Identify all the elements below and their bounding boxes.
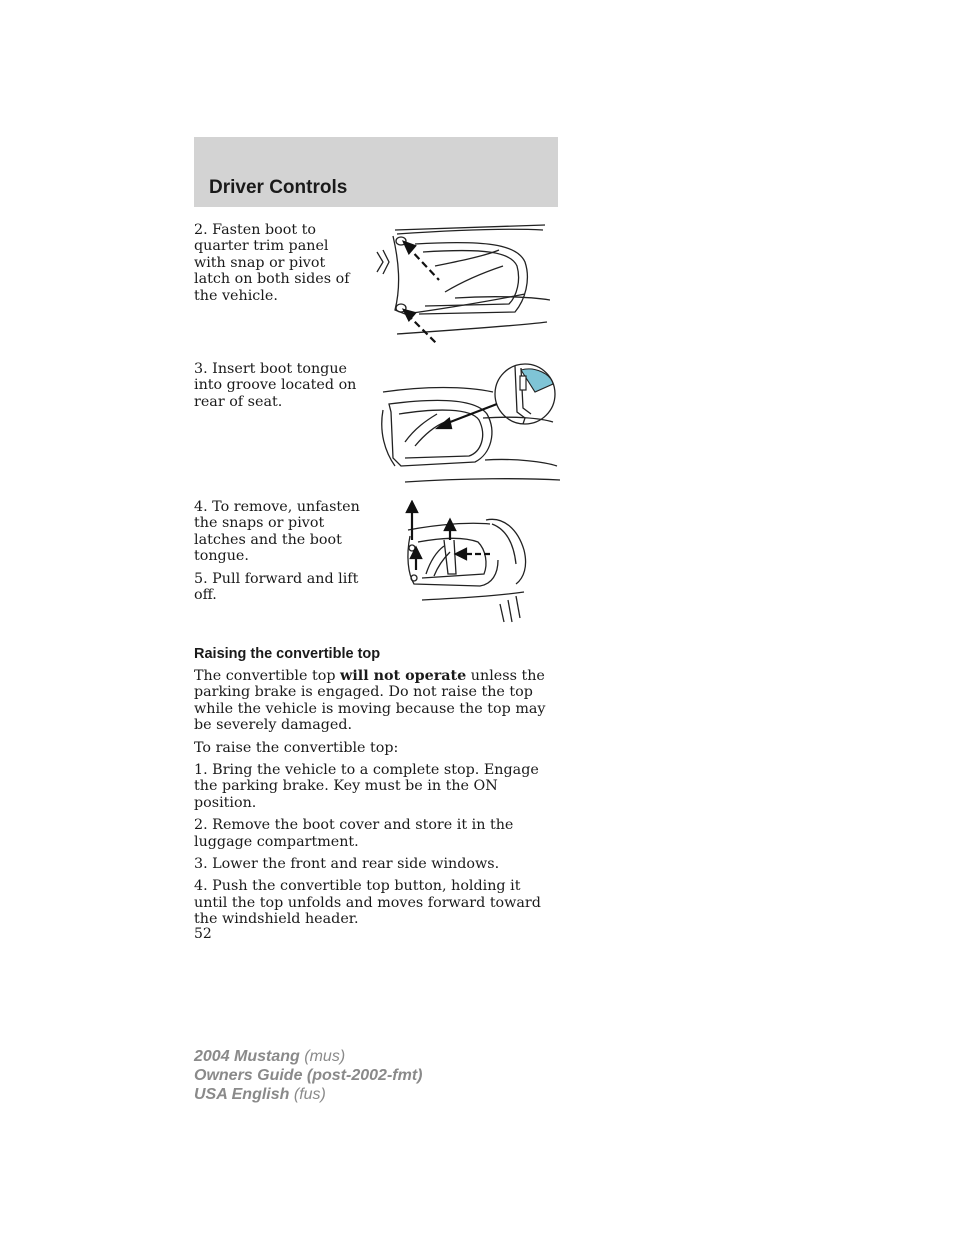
document-footer <box>194 1047 422 1104</box>
section-title: Driver Controls <box>209 177 348 198</box>
raising-step-4: 4. Push the convertible top button, holding it until the top unfolds and moves forward toward the windshield header. <box>194 878 541 928</box>
boot-snap-latch-illustration-icon <box>375 222 550 347</box>
footer-line-3: USA English (fus) <box>194 1086 326 1103</box>
raising-step-3: 3. Lower the front and rear side windows. <box>194 856 500 873</box>
raising-lead-text: To raise the convertible top: <box>194 739 399 756</box>
will-not-operate-emphasis: will not operate <box>340 668 467 684</box>
step-4-text: 4. To remove, unfasten the snaps or pivot latches and the boot tongue. <box>194 499 360 565</box>
raising-top-instructions <box>194 668 558 934</box>
footer-line-2: Owners Guide (post-2002-fmt) <box>194 1067 423 1084</box>
raising-step-2: 2. Remove the boot cover and store it in the luggage compartment. <box>194 817 514 850</box>
step-5-text: 5. Pull forward and lift off. <box>194 571 359 604</box>
footer-line-1: 2004 Mustang (mus) <box>194 1048 346 1065</box>
step-3-text: 3. Insert boot tongue into groove located on rear of seat. <box>194 361 357 410</box>
raising-top-heading: Raising the convertible top <box>194 646 381 662</box>
step-2-text: 2. Fasten boot to quarter trim panel with snap or pivot latch on both sides of the vehicle. <box>194 222 350 304</box>
page-number: 52 <box>194 926 212 942</box>
raising-step-1: 1. Bring the vehicle to a complete stop. Engage the parking brake. Key must be in the ON position. <box>194 762 539 811</box>
boot-tongue-groove-illustration-icon <box>375 362 560 492</box>
boot-removal-illustration-icon <box>400 500 530 625</box>
raising-intro-paragraph: The convertible top will not operate unless the parking brake is engaged. Do not raise the top while the vehicle is moving because the top may be severely damaged. <box>194 668 546 734</box>
